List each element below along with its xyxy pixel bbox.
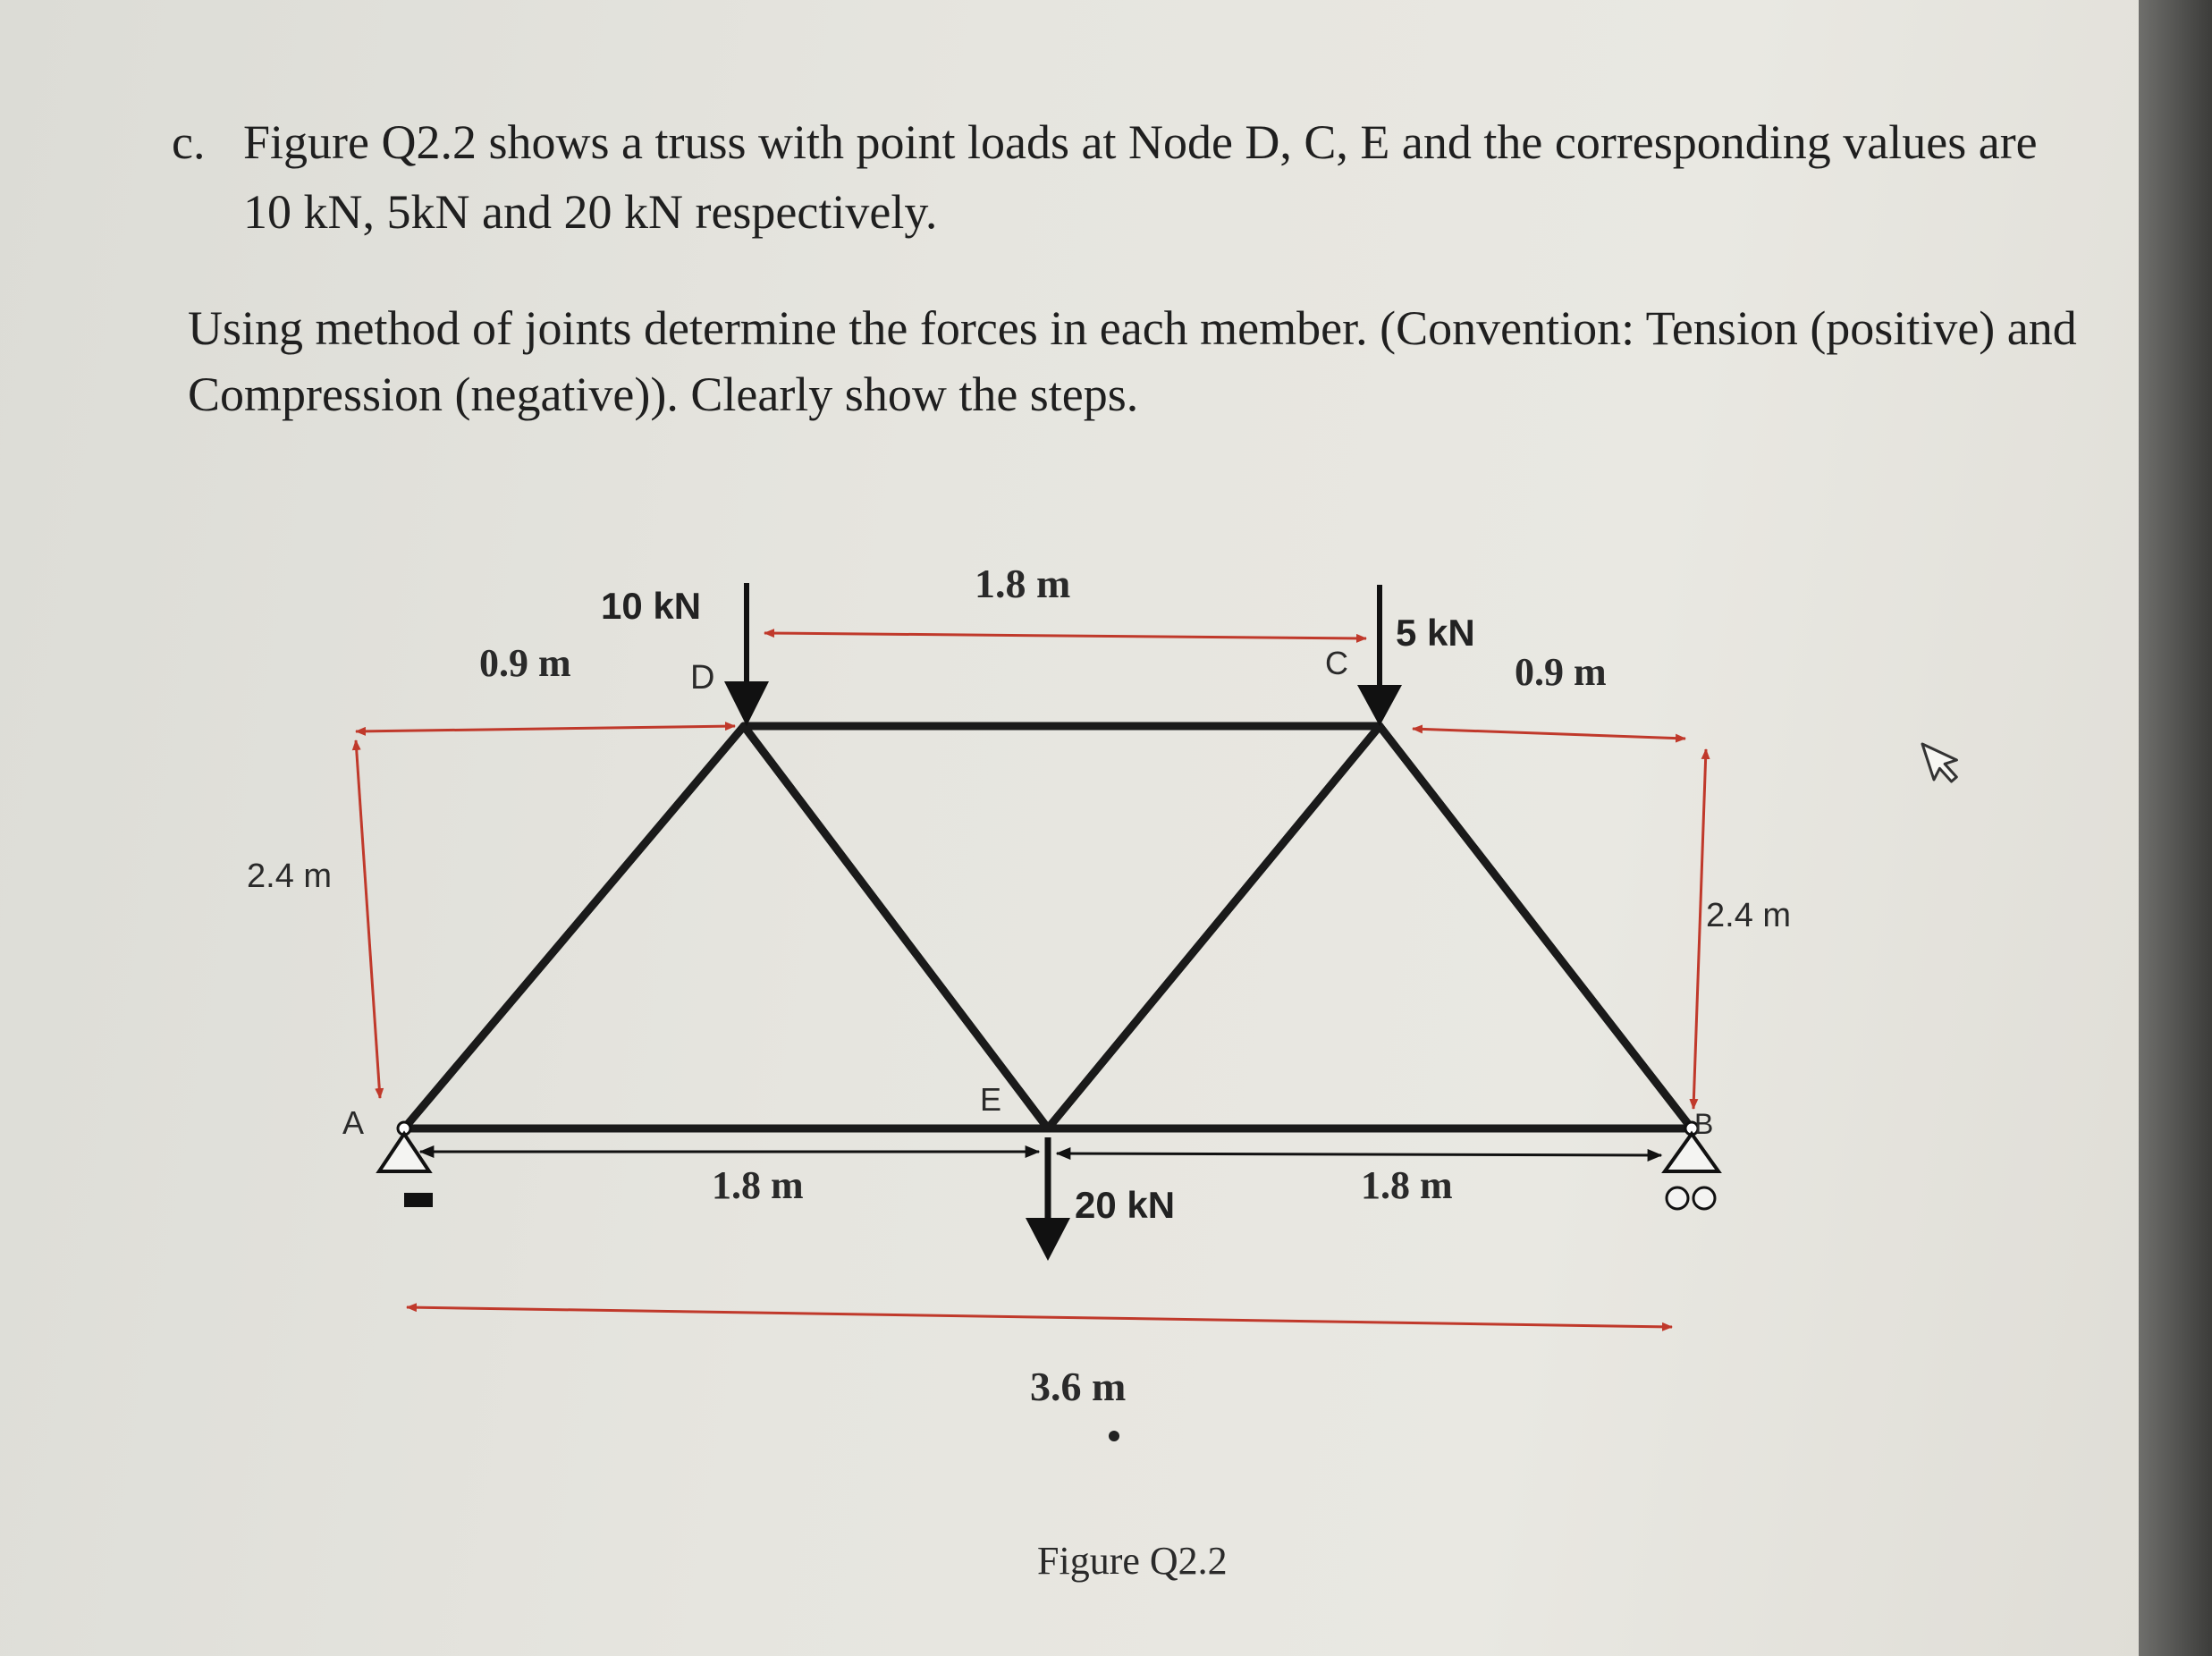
dim-label-bottom-right: 1.8 m <box>1361 1163 1453 1207</box>
pin-support-A <box>379 1122 433 1207</box>
load-arrow-C <box>1357 585 1402 726</box>
instruction-text-line-2: Compression (negative)). Clearly show the steps. <box>188 368 1139 421</box>
mouse-cursor-icon <box>1922 735 1963 786</box>
member-AD <box>404 726 744 1128</box>
dim-top-span-line <box>764 633 1366 638</box>
dim-label-bottom-left: 1.8 m <box>712 1163 804 1207</box>
dim-left-height-line <box>356 740 380 1098</box>
question-label: c. <box>172 115 206 169</box>
node-label-E: E <box>980 1081 1002 1118</box>
node-label-C: C <box>1325 645 1348 681</box>
stray-dot <box>1109 1431 1119 1441</box>
load-label-C: 5 kN <box>1396 612 1475 654</box>
dim-total-span-line <box>407 1307 1672 1327</box>
dim-label-left-height: 2.4 m <box>247 858 333 895</box>
member-DE <box>744 726 1048 1128</box>
dim-label-right-height: 2.4 m <box>1706 897 1792 934</box>
dim-right-overhang-line <box>1413 729 1685 739</box>
truss-members <box>404 726 1692 1128</box>
node-label-B: B <box>1694 1108 1714 1140</box>
member-CB <box>1380 726 1692 1128</box>
dim-label-top-span: 1.8 m <box>975 561 1071 606</box>
bottom-dimension-lines <box>420 1152 1661 1155</box>
member-EC <box>1048 726 1380 1128</box>
load-arrow-E <box>1026 1137 1070 1261</box>
instruction-text-line-1: Using method of joints determine the forces in each member. (Convention: Tension (positive) and <box>188 301 2077 355</box>
load-label-D: 10 kN <box>601 585 702 627</box>
load-arrow-D <box>724 583 769 726</box>
dim-right-height-line <box>1693 749 1706 1109</box>
question-text-line-1: Figure Q2.2 shows a truss with point loads at Node D, C, E and the corresponding values are <box>243 115 2038 169</box>
dim-bottom-right-line <box>1057 1153 1661 1155</box>
figure-caption: Figure Q2.2 <box>1037 1539 1228 1583</box>
dim-label-left-overhang: 0.9 m <box>479 641 571 685</box>
load-label-E: 20 kN <box>1075 1184 1176 1226</box>
node-label-D: D <box>690 659 715 697</box>
dim-left-overhang-line <box>356 726 735 731</box>
dim-label-total-span: 3.6 m <box>1030 1364 1127 1409</box>
node-label-A: A <box>342 1104 365 1141</box>
dim-label-right-overhang: 0.9 m <box>1515 650 1607 694</box>
question-text-line-2: 10 kN, 5kN and 20 kN respectively. <box>243 185 938 239</box>
